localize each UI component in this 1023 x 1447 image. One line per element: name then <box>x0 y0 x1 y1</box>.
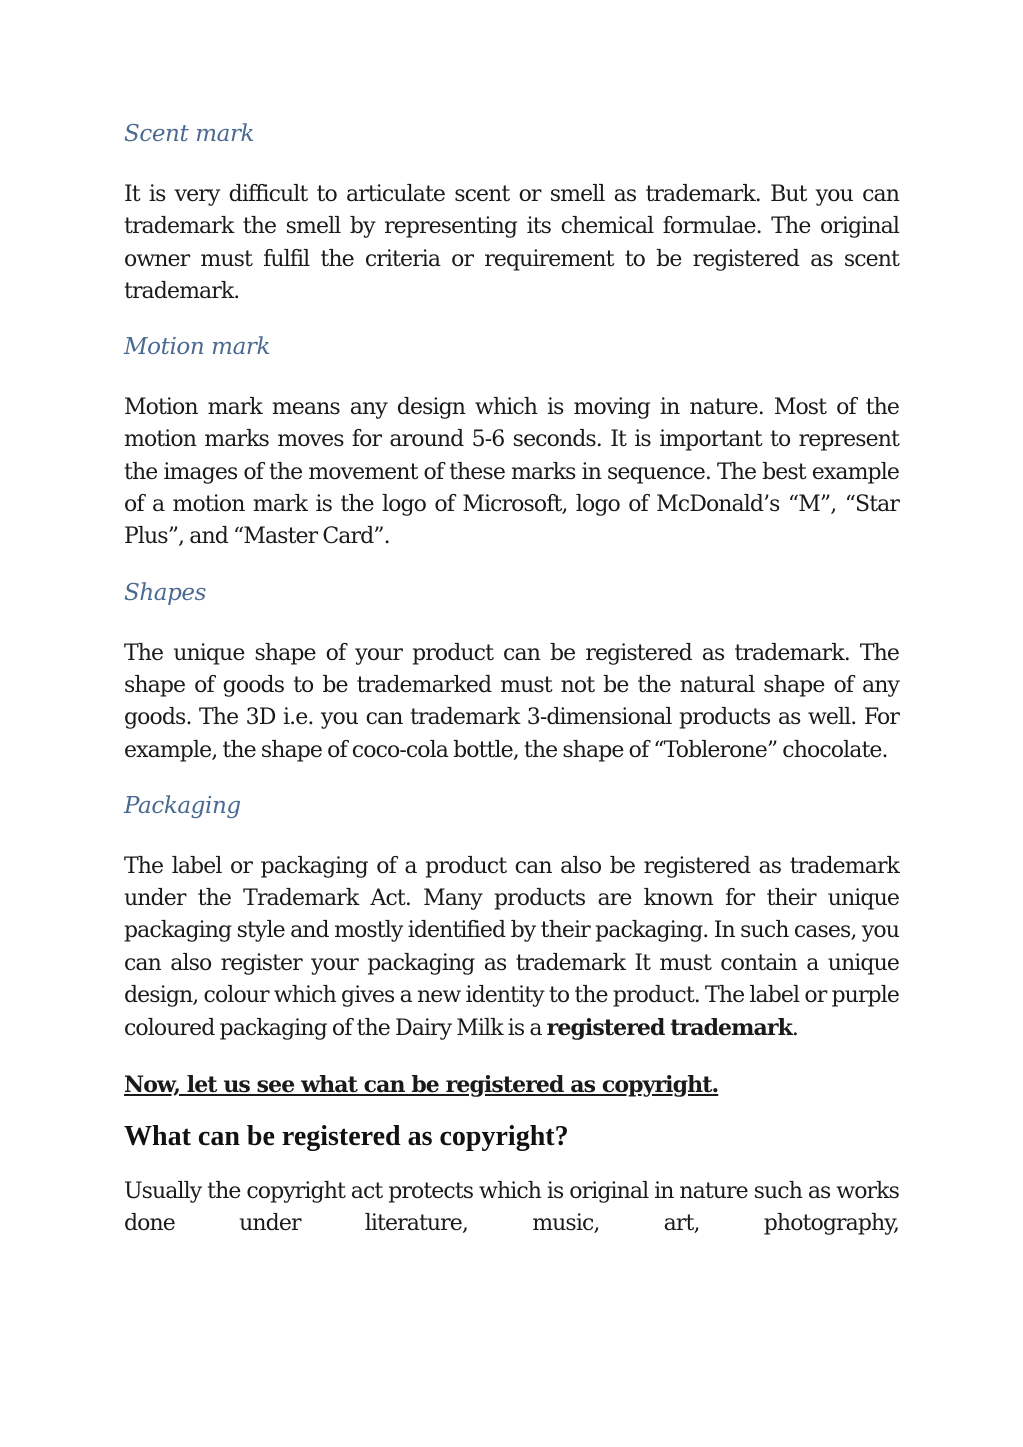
packaging-text: The label or packaging of a product can also be registered as trademark under the Trademark Act. Many products are known for their unique packaging style and mostly identified by their packaging. In such cases, you can also register your packaging as trademark It must contain a unique design, colour which gives a new identity to the product. The label or purple coloured packaging of the Dairy Milk is a <box>124 853 899 1042</box>
packaging-bold-text: registered trademark <box>546 1015 792 1042</box>
packaging-end-text: . <box>791 1016 799 1042</box>
section-body-packaging <box>124 851 899 1046</box>
section-body-motion-mark: Motion mark means any design which is moving in nature. Most of the motion marks moves for around 5-6 seconds. It is important to represent the images of the movement of these marks in sequence. The best example of a motion mark is the logo of Microsoft, logo of McDonald’s “M”, “Star Plus”, and “Master Card”. <box>124 395 899 550</box>
section-heading-scent-mark: Scent mark <box>124 121 255 147</box>
copyright-heading: What can be registered as copyright? <box>124 1120 569 1152</box>
section-heading-packaging: Packaging <box>124 792 241 819</box>
document-page <box>124 118 899 1263</box>
section-heading-motion-mark: Motion mark <box>124 334 271 361</box>
copyright-body: Usually the copyright act protects which is original in nature such as works done under literature, music, art, photography, <box>124 1178 899 1236</box>
section-body-shapes: The unique shape of your product can be registered as trademark. The shape of goods to be trademarked must not be the natural shape of any goods. The 3D i.e. you can trademark 3-dimensional products as well. For example, the shape of coco-cola bottle, the shape of “Toblerone” chocolate. <box>124 640 899 763</box>
copyright-transition-line: Now, let us see what can be registered as copyright. <box>124 1071 719 1098</box>
section-heading-shapes: Shapes <box>124 579 207 606</box>
section-body-scent-mark: It is very difficult to articulate scent or smell as trademark. But you can trademark the smell by representing its chemical formulae. The original owner must fulfil the criteria or requirement to be registered as scent trademark. <box>124 182 899 304</box>
